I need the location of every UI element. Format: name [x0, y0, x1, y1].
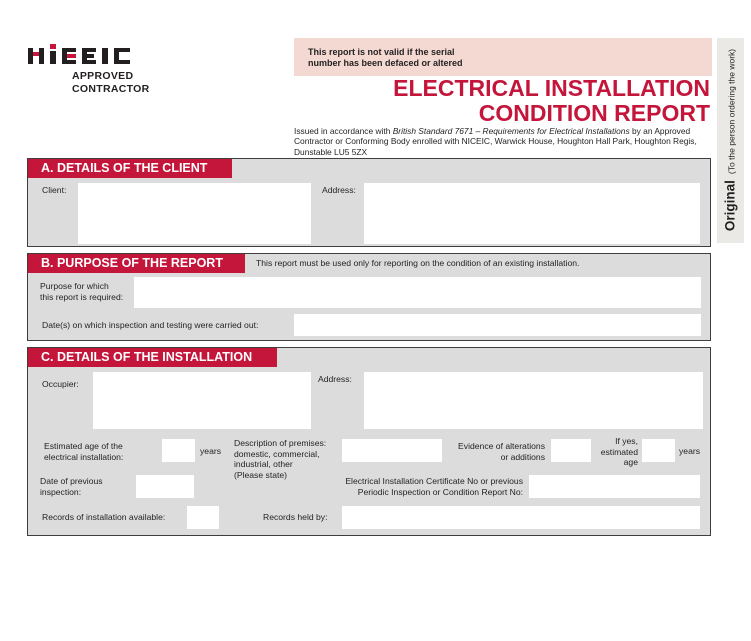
evidence-line2: or additions: [500, 451, 545, 462]
client-address-label: Address:: [322, 185, 356, 195]
approved-contractor-label: [72, 70, 149, 95]
previous-inspection-label: [40, 476, 103, 497]
inspection-dates-field[interactable]: [294, 314, 701, 336]
ifyes-line3: age: [623, 457, 638, 467]
notice-line2: number has been defaced or altered: [308, 58, 463, 68]
original-label: Original: [722, 180, 738, 232]
records-available-field[interactable]: [187, 506, 219, 529]
records-held-label: Records held by:: [263, 512, 328, 522]
premises-label: [234, 438, 326, 480]
inspection-dates-label: Date(s) on which inspection and testing were carried out:: [42, 320, 259, 330]
alterations-age-field[interactable]: [642, 439, 675, 462]
premises-field[interactable]: [342, 439, 442, 462]
ifyes-line2: estimated: [600, 446, 638, 457]
prev-date-line2: inspection:: [40, 486, 82, 497]
previous-inspection-field[interactable]: [136, 475, 194, 498]
section-b-heading: B. PURPOSE OF THE REPORT: [28, 254, 245, 273]
if-yes-age-label: [592, 436, 638, 468]
issued-standard: British Standard 7671 – Requirements for Electrical Installations: [392, 126, 630, 136]
report-title: [393, 76, 710, 126]
section-a-heading: A. DETAILS OF THE CLIENT: [28, 159, 232, 178]
approved-line2: CONTRACTOR: [72, 82, 150, 95]
niceic-logo: [28, 44, 146, 64]
client-field[interactable]: [78, 183, 311, 244]
title-line1: ELECTRICAL INSTALLATION: [393, 75, 710, 101]
alterations-label: [448, 441, 545, 462]
estimated-age-label: [44, 441, 123, 462]
age-label-line2: electrical installation:: [44, 451, 124, 462]
premises-line1: Description of premises:: [234, 438, 327, 448]
certificate-line1: Electrical Installation Certificate No or previous: [345, 476, 523, 486]
certificate-number-field[interactable]: [529, 475, 700, 498]
client-address-field[interactable]: [364, 183, 700, 244]
years-label: years: [200, 446, 222, 456]
title-line2: CONDITION REPORT: [478, 100, 710, 126]
purpose-label-line1: Purpose for which: [40, 281, 109, 291]
premises-line2: domestic, commercial,: [234, 448, 320, 459]
occupier-field[interactable]: [93, 372, 311, 429]
purpose-label-line2: this report is required:: [40, 291, 124, 302]
section-c-heading: C. DETAILS OF THE INSTALLATION: [28, 348, 277, 367]
premises-line4: (Please state): [234, 469, 288, 480]
serial-notice: [294, 38, 712, 76]
records-available-label: Records of installation available:: [42, 512, 166, 522]
records-held-field[interactable]: [342, 506, 700, 529]
installation-address-label: Address:: [318, 374, 352, 384]
purpose-note: This report must be used only for reporting on the condition of an existing installation.: [256, 258, 580, 268]
issued-part2: by an Approved Contractor or Conforming Body enrolled with NICEIC, Warwick House, Houghton Hall Park, Houghton Regis, Dunstable LU5 5ZX: [294, 126, 697, 157]
alterations-field[interactable]: [551, 439, 591, 462]
certificate-number-label: [300, 476, 523, 497]
issued-part1: Issued in accordance with: [294, 126, 393, 136]
purpose-field[interactable]: [134, 277, 701, 308]
original-side-label: [723, 49, 738, 231]
occupier-label: Occupier:: [42, 379, 79, 389]
client-label: Client:: [42, 185, 67, 195]
estimated-age-field[interactable]: [162, 439, 195, 462]
certificate-line2: Periodic Inspection or Condition Report No:: [357, 486, 523, 497]
evidence-line1: Evidence of alterations: [458, 441, 545, 451]
ifyes-line1: If yes,: [615, 436, 638, 446]
age-label-line1: Estimated age of the: [44, 441, 123, 451]
notice-line1: This report is not valid if the serial: [308, 47, 455, 57]
years-label-2: years: [679, 446, 701, 456]
installation-address-field[interactable]: [364, 372, 703, 429]
prev-date-line1: Date of previous: [40, 476, 103, 486]
original-note: (To the person ordering the work): [726, 48, 737, 175]
premises-line3: industrial, other: [234, 459, 293, 469]
issued-statement: [294, 126, 704, 157]
purpose-label: [40, 281, 123, 302]
approved-line1: APPROVED: [72, 70, 134, 82]
